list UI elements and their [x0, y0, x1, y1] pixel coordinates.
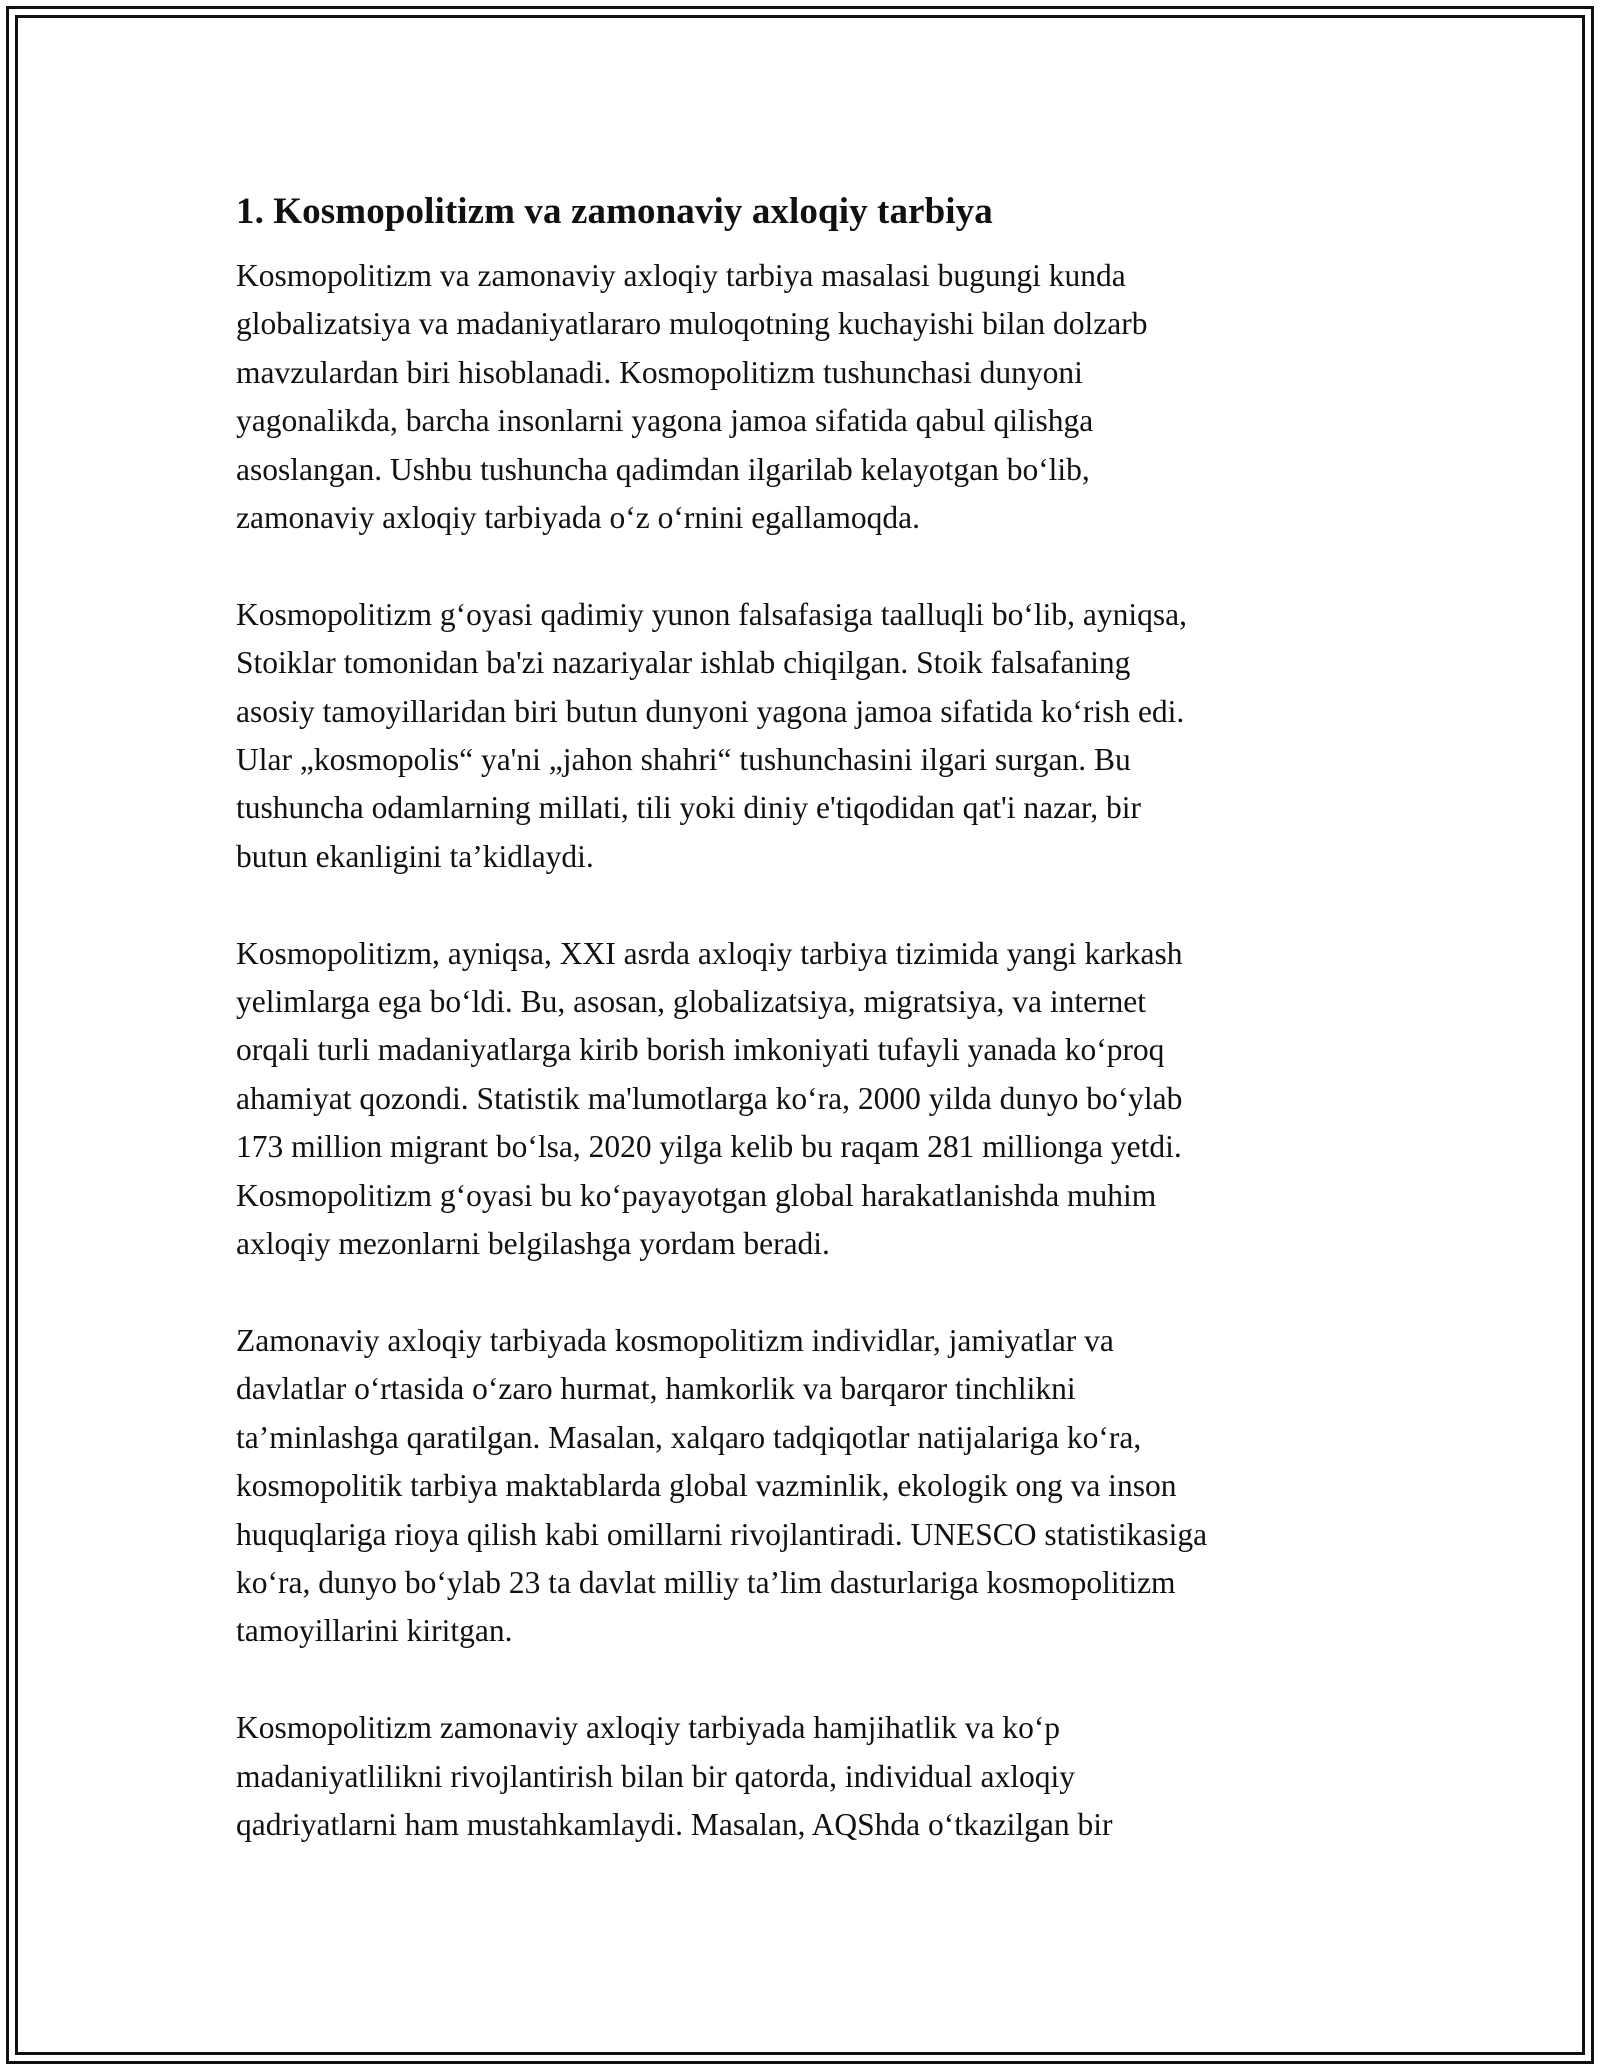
paragraph-line: zamonaviy axloqiy tarbiyada o‘z o‘rnini egallamoqda. [236, 500, 921, 536]
paragraph [236, 930, 1376, 1269]
paragraph-line: huquqlariga rioya qilish kabi omillarni rivojlantiradi. UNESCO statistikasiga [236, 1516, 1208, 1552]
paragraph-line: 173 million migrant bo‘lsa, 2020 yilga kelib bu raqam 281 millionga yetdi. [236, 1129, 1182, 1165]
document-body [236, 186, 1376, 1898]
paragraph-line: Kosmopolitizm g‘oyasi bu ko‘payayotgan global harakatlanishda muhim [236, 1177, 1157, 1213]
paragraph-line: qadriyatlarni ham mustahkamlaydi. Masalan, AQShda o‘tkazilgan bir [236, 1806, 1113, 1842]
paragraph-line: tushuncha odamlarning millati, tili yoki diniy e'tiqodidan qat'i nazar, bir [236, 790, 1142, 826]
paragraph [236, 591, 1376, 881]
paragraph-line: ta’minlashga qaratilgan. Masalan, xalqaro tadqiqotlar natijalariga ko‘ra, [236, 1419, 1142, 1455]
paragraph-line: Kosmopolitizm zamonaviy axloqiy tarbiyada hamjihatlik va ko‘p [236, 1710, 1061, 1746]
paragraph [236, 252, 1376, 542]
paragraph-line: axloqiy mezonlarni belgilashga yordam beradi. [236, 1226, 830, 1262]
section-heading: 1. Kosmopolitizm va zamonaviy axloqiy tarbiya [236, 191, 993, 232]
paragraph-line: yelimlarga ega bo‘ldi. Bu, asosan, globalizatsiya, migratsiya, va internet [236, 984, 1147, 1020]
paragraph-line: Ular „kosmopolis“ ya'ni „jahon shahri“ tushunchasini ilgari surgan. Bu [236, 742, 1131, 778]
paragraph-line: asosiy tamoyillaridan biri butun dunyoni yagona jamoa sifatida ko‘rish edi. [236, 693, 1185, 729]
paragraph-line: Kosmopolitizm g‘oyasi qadimiy yunon falsafasiga taalluqli bo‘lib, ayniqsa, [236, 596, 1187, 632]
paragraph-line: Zamonaviy axloqiy tarbiyada kosmopolitizm individlar, jamiyatlar va [236, 1322, 1114, 1358]
paragraph-line: madaniyatlilikni rivojlantirish bilan bir qatorda, individual axloqiy [236, 1758, 1075, 1794]
paragraph-line: tamoyillarini kiritgan. [236, 1613, 513, 1649]
paragraph-line: asoslangan. Ushbu tushuncha qadimdan ilgarilab kelayotgan bo‘lib, [236, 451, 1090, 487]
paragraph-line: ko‘ra, dunyo bo‘ylab 23 ta davlat milliy ta’lim dasturlariga kosmopolitizm [236, 1564, 1176, 1600]
paragraph-line: Kosmopolitizm, ayniqsa, XXI asrda axloqiy tarbiya tizimida yangi karkash [236, 935, 1183, 971]
paragraph-line: Stoiklar tomonidan ba'zi nazariyalar ishlab chiqilgan. Stoik falsafaning [236, 645, 1131, 681]
paragraph-line: mavzulardan biri hisoblanadi. Kosmopolitizm tushunchasi dunyoni [236, 354, 1083, 390]
paragraph-list [236, 252, 1376, 1849]
paragraph [236, 1317, 1376, 1656]
paragraph-line: Kosmopolitizm va zamonaviy axloqiy tarbiya masalasi bugungi kunda [236, 258, 1126, 293]
paragraph-line: butun ekanligini ta’kidlaydi. [236, 838, 594, 874]
paragraph-line: globalizatsiya va madaniyatlararo muloqotning kuchayishi bilan dolzarb [236, 306, 1148, 342]
paragraph-line: orqali turli madaniyatlarga kirib borish imkoniyati tufayli yanada ko‘proq [236, 1032, 1165, 1068]
paragraph-line: yagonalikda, barcha insonlarni yagona jamoa sifatida qabul qilishga [236, 403, 1094, 439]
paragraph [236, 1704, 1376, 1849]
paragraph-line: ahamiyat qozondi. Statistik ma'lumotlarga ko‘ra, 2000 yilda dunyo bo‘ylab [236, 1080, 1183, 1116]
paragraph-line: kosmopolitik tarbiya maktablarda global vazminlik, ekologik ong va inson [236, 1468, 1177, 1504]
paragraph-line: davlatlar o‘rtasida o‘zaro hurmat, hamkorlik va barqaror tinchlikni [236, 1371, 1076, 1407]
